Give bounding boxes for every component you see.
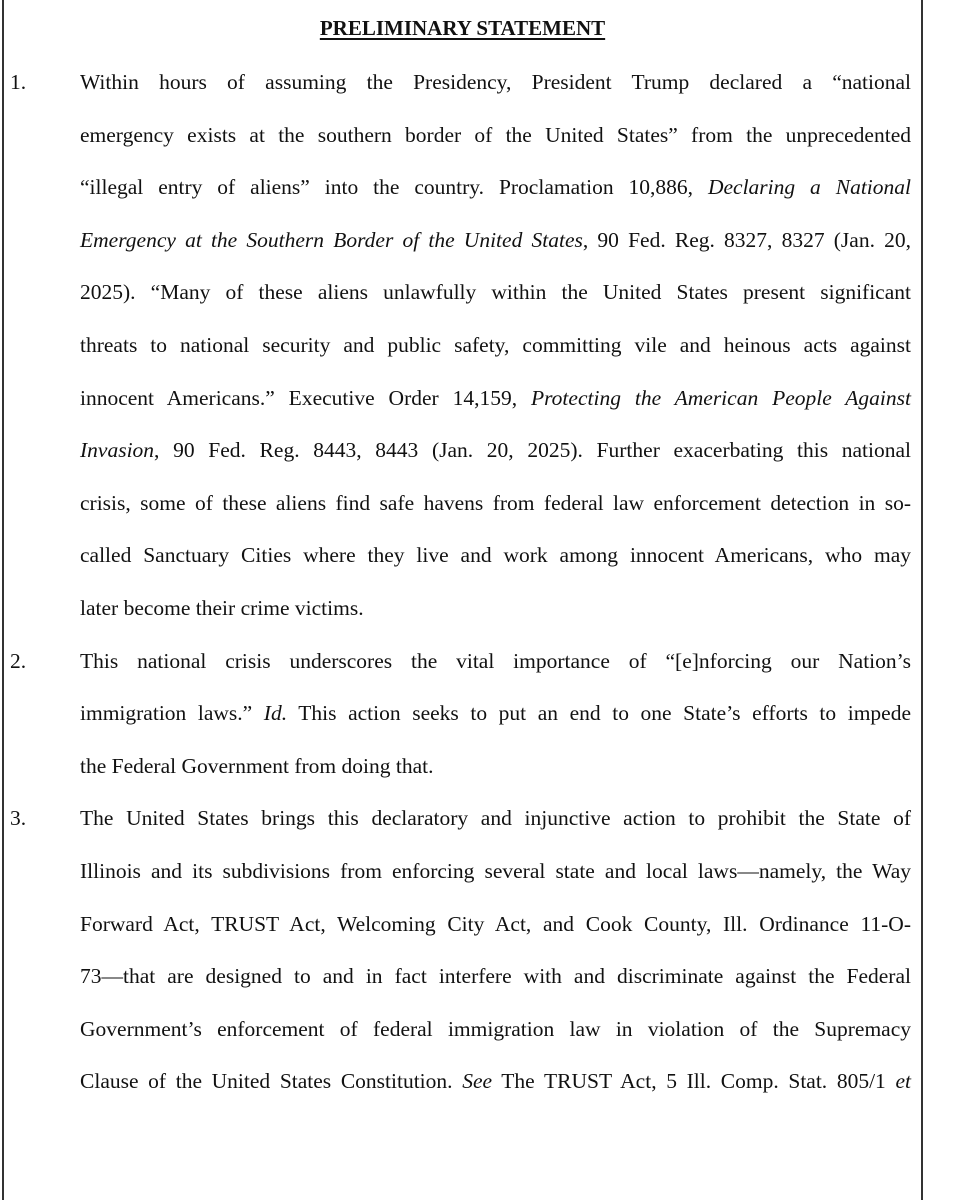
paragraph-number: 2. <box>10 648 27 673</box>
text-segment: emergency exists at the southern border of the United States” from the unprecedented <box>80 122 911 147</box>
text-segment: Government’s enforcement of federal immigration law in violation of the Supremacy <box>80 1016 911 1041</box>
paragraph-line <box>80 333 911 363</box>
text-segment: This national crisis underscores the vital importance of “[e]nforcing our Nation’s <box>80 648 911 673</box>
text-segment: the Federal Government from doing that. <box>80 753 434 778</box>
paragraph-line <box>80 964 911 994</box>
italic-citation: Id. <box>263 701 288 726</box>
text-segment: innocent Americans.” Executive Order 14,159, <box>80 385 531 410</box>
text-segment: threats to national security and public safety, committing vile and heinous acts against <box>80 333 911 357</box>
paragraph-line <box>80 123 911 153</box>
section-heading: PRELIMINARY STATEMENT <box>319 16 606 40</box>
italic-citation: Protecting the American People Against <box>530 385 911 410</box>
text-segment: The United States brings this declaratory and injunctive action to prohibit the State of <box>80 806 911 831</box>
italic-citation: See <box>462 1069 493 1094</box>
text-segment: Illinois and its subdivisions from enforcing several state and local laws—namely, the Way <box>80 859 911 883</box>
paragraph-line <box>80 806 911 836</box>
italic-citation: Declaring a National <box>707 175 912 200</box>
paragraph-line <box>80 1069 911 1099</box>
paragraph-number: 1. <box>10 70 27 94</box>
paragraph-line <box>80 280 911 310</box>
page-border-left <box>2 0 4 1200</box>
text-segment: crisis, some of these aliens find safe havens from federal law enforcement detection in so- <box>80 490 911 515</box>
paragraph-line <box>80 70 911 100</box>
text-segment: This action seeks to put an end to one State’s efforts to impede <box>287 701 911 726</box>
text-segment: The TRUST Act, 5 Ill. Comp. Stat. 805/1 <box>492 1069 896 1094</box>
italic-citation: Invasion <box>80 438 155 463</box>
text-segment: 73—that are designed to and in fact interfere with and discriminate against the Federal <box>80 964 911 989</box>
paragraph-line <box>80 649 911 679</box>
paragraph-number: 3. <box>10 806 27 831</box>
text-segment: 2025). “Many of these aliens unlawfully within the United States present significant <box>80 280 911 305</box>
italic-citation: Emergency at the Southern Border of the United States <box>80 227 583 252</box>
paragraph-line <box>80 491 911 521</box>
page-border-right <box>921 0 923 1200</box>
paragraph-line <box>80 912 911 942</box>
paragraph-line <box>80 175 911 205</box>
paragraph-line <box>80 386 911 416</box>
paragraph-line <box>80 543 911 573</box>
text-segment: , 90 Fed. Reg. 8443, 8443 (Jan. 20, 2025). Further exacerbating this national <box>154 438 911 463</box>
paragraph-line <box>80 438 911 468</box>
paragraph-line <box>80 701 911 731</box>
paragraph-line <box>80 754 911 784</box>
paragraph-line <box>80 596 911 626</box>
paragraph-line <box>80 859 911 889</box>
text-segment: Forward Act, TRUST Act, Welcoming City Act, and Cook County, Ill. Ordinance 11-O- <box>80 911 911 936</box>
text-segment: “illegal entry of aliens” into the country. Proclamation 10,886, <box>80 175 708 200</box>
paragraph-line <box>80 1017 911 1047</box>
text-segment: immigration laws.” <box>80 701 264 726</box>
text-segment: , 90 Fed. Reg. 8327, 8327 (Jan. 20, <box>582 227 912 252</box>
italic-citation: et <box>895 1069 911 1094</box>
text-segment: Clause of the United States Constitution. <box>80 1069 463 1094</box>
text-segment: called Sanctuary Cities where they live and work among innocent Americans, who may <box>80 543 911 568</box>
paragraph-line <box>80 228 911 258</box>
text-segment: later become their crime victims. <box>80 596 364 620</box>
text-segment: Within hours of assuming the Presidency, President Trump declared a “national <box>80 70 911 94</box>
